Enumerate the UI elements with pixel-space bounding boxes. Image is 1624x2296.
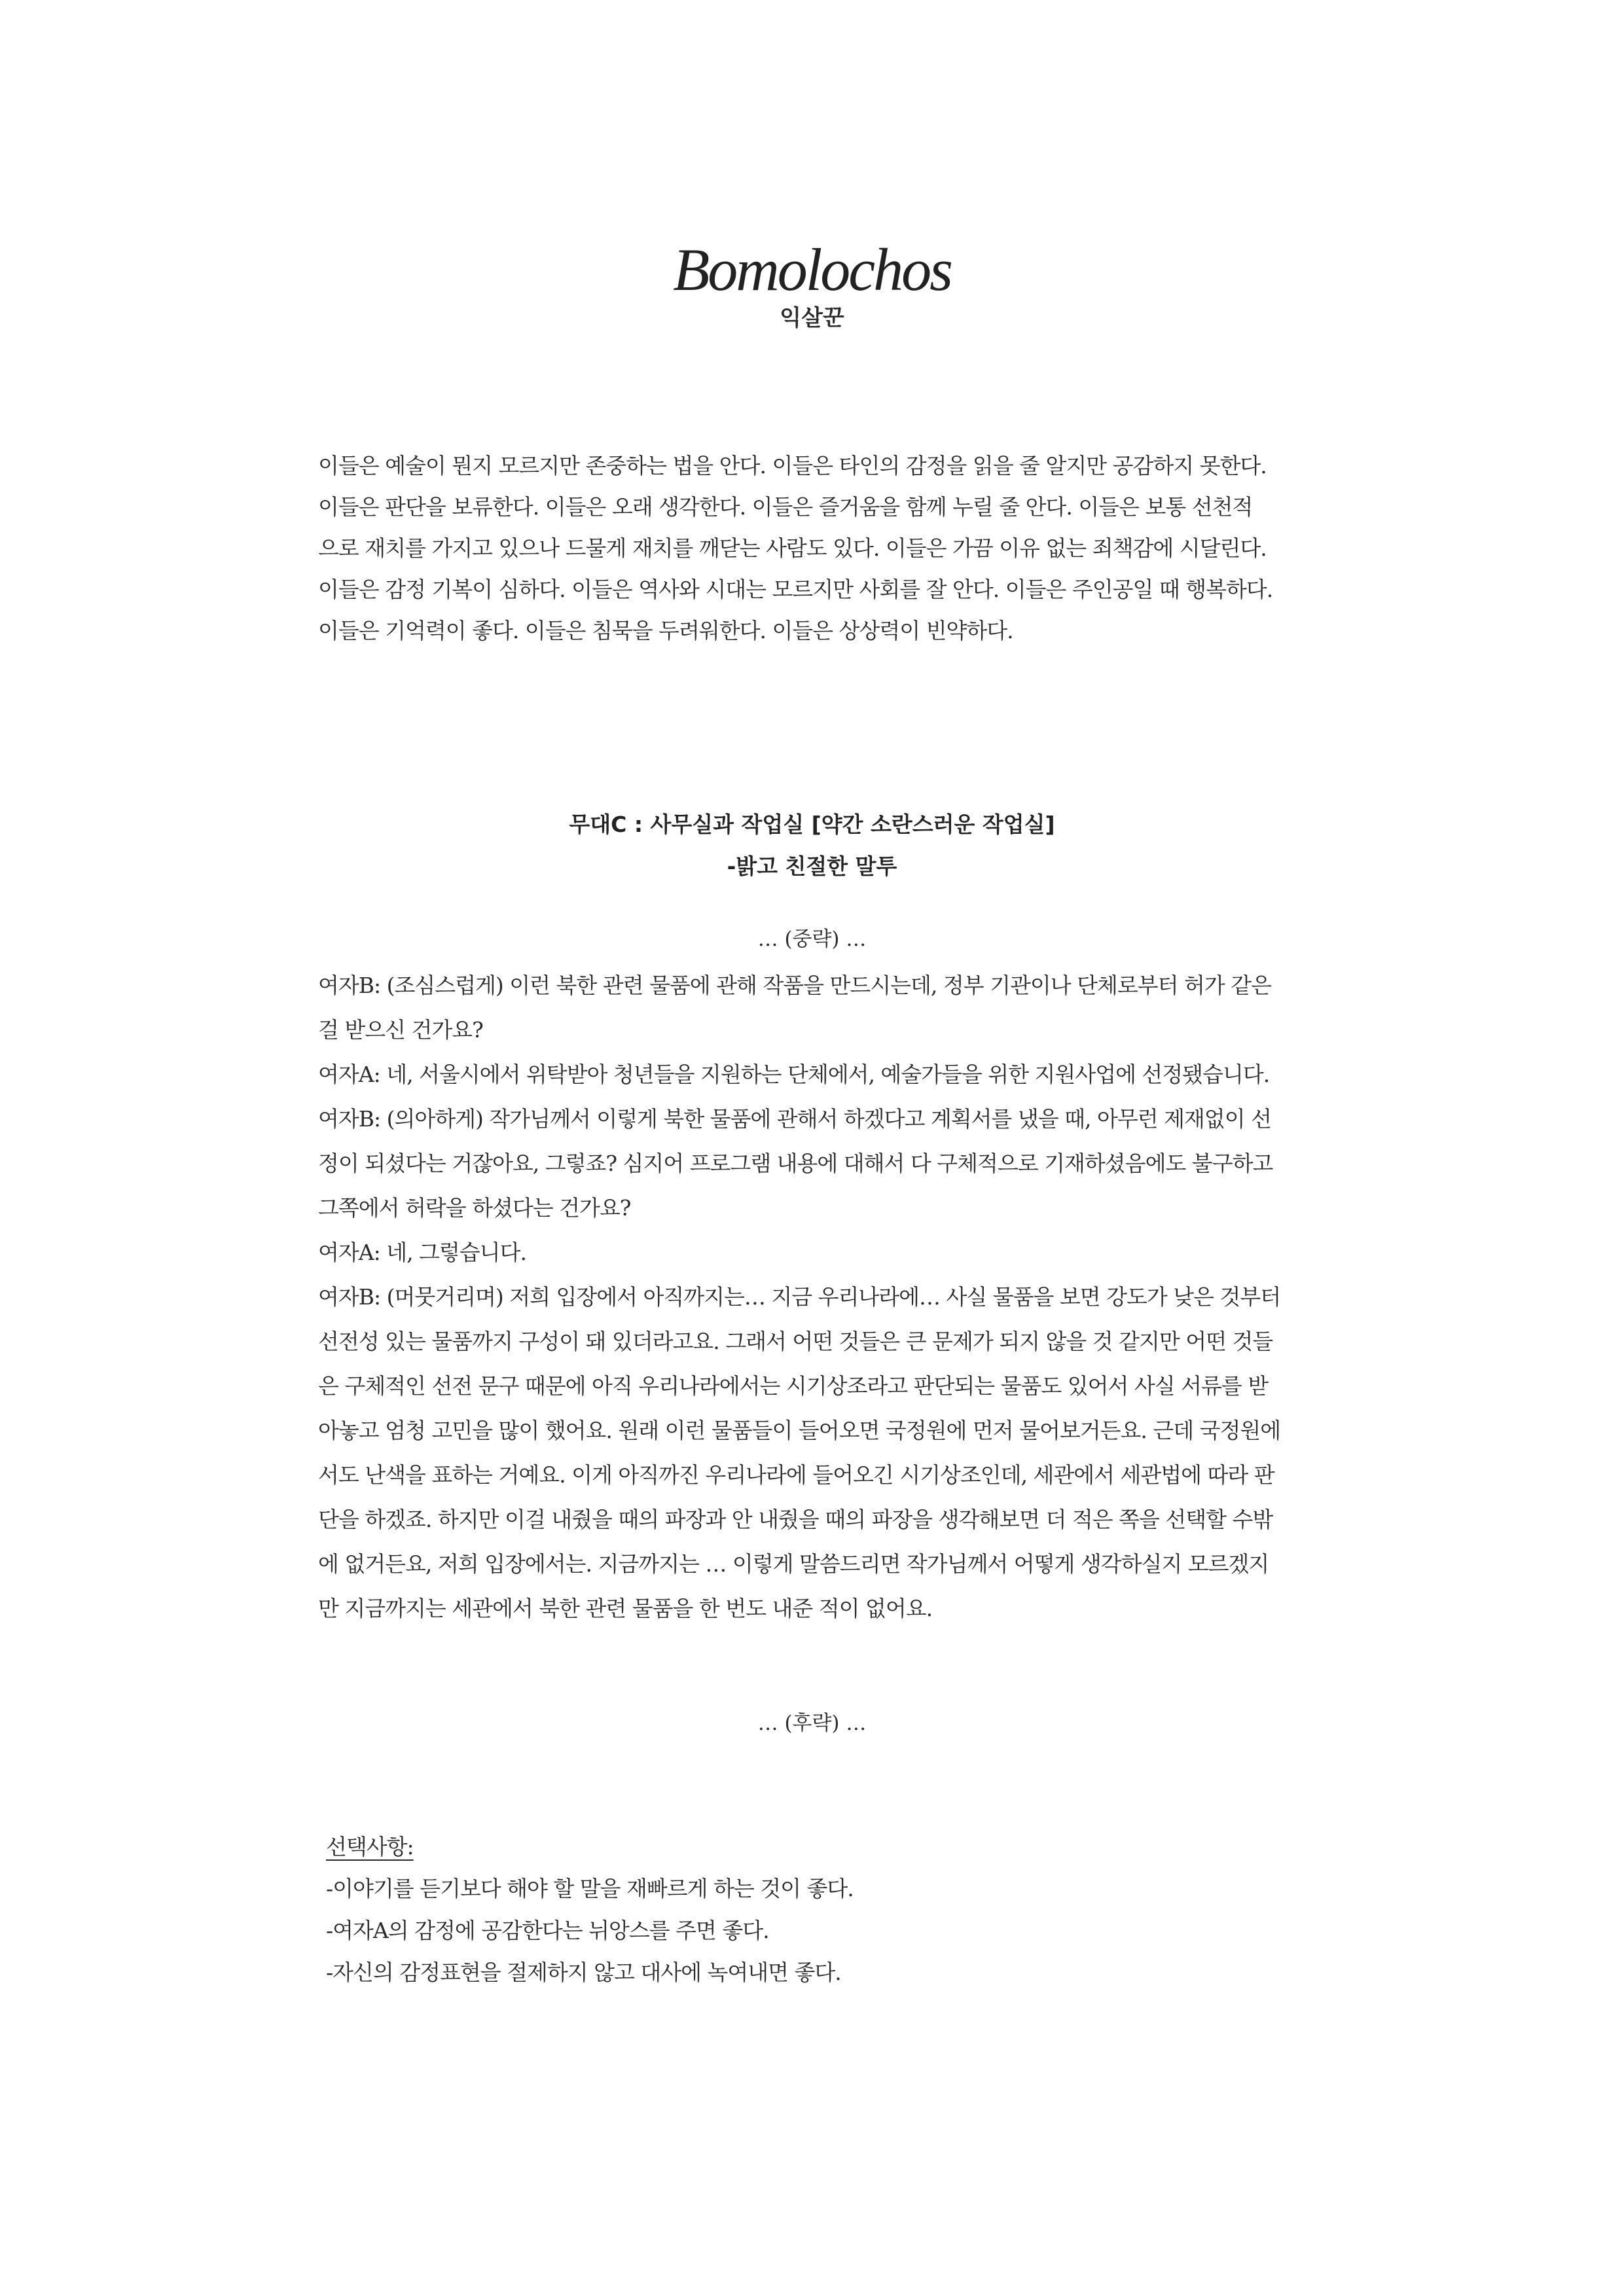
dialogue-line: 단을 하겠죠. 하지만 이걸 내줬을 때의 파장과 안 내줬을 때의 파장을 생각해보면 더 적은 쪽을 선택할 수밖: [318, 1507, 1273, 1532]
dialogue-line: 그쪽에서 허락을 하셨다는 건가요?: [318, 1195, 631, 1221]
dialogue-line: 여자B: (조심스럽게) 이런 북한 관련 물품에 관해 작품을 만드시는데, 정부 기관이나 단체로부터 허가 같은: [318, 973, 1271, 998]
omission-marker-top: … (중략) …: [757, 927, 867, 951]
dialogue-line: 에 없거든요, 저희 입장에서는. 지금까지는 … 이렇게 말씀드리면 작가님께서 어떻게 생각하실지 모르겠지: [318, 1551, 1269, 1577]
dialogue-line: 여자A: 네, 그렇습니다.: [318, 1240, 526, 1265]
intro-line: 이들은 예술이 뭔지 모르지만 존중하는 법을 안다. 이들은 타인의 감정을 읽을 줄 알지만 공감하지 못한다.: [318, 453, 1267, 478]
options-heading: 선택사항:: [326, 1834, 414, 1859]
option-item: -자신의 감정표현을 절제하지 않고 대사에 녹여내면 좋다.: [326, 1960, 841, 1985]
stage-tone: -밝고 친절한 말투: [727, 853, 897, 879]
dialogue-line: 서도 난색을 표하는 거예요. 이게 아직까진 우리나라에 들어오긴 시기상조인데, 세관에서 세관법에 따라 판: [318, 1462, 1274, 1488]
page-subtitle: 익살꾼: [780, 305, 844, 331]
page-title: Bomolochos: [673, 236, 951, 303]
dialogue-line: 여자B: (머뭇거리며) 저희 입장에서 아직까지는… 지금 우리나라에… 사실 물품을 보면 강도가 낮은 것부터: [318, 1284, 1281, 1310]
dialogue-line: 여자A: 네, 서울시에서 위탁받아 청년들을 지원하는 단체에서, 예술가들을 위한 지원사업에 선정됐습니다.: [318, 1062, 1270, 1087]
stage-setting: 무대C : 사무실과 작업실 [약간 소란스러운 작업실]: [569, 812, 1055, 837]
option-item: -여자A의 감정에 공감한다는 뉘앙스를 주면 좋다.: [326, 1918, 769, 1943]
intro-paragraph: [318, 445, 1326, 651]
dialogue-line: 은 구체적인 선전 문구 때문에 아직 우리나라에서는 시기상조라고 판단되는 물품도 있어서 사실 서류를 받: [318, 1373, 1269, 1399]
intro-line: 으로 재치를 가지고 있으나 드물게 재치를 깨닫는 사람도 있다. 이들은 가끔 이유 없는 죄책감에 시달린다.: [318, 535, 1267, 561]
intro-line: 이들은 기억력이 좋다. 이들은 침묵을 두려워한다. 이들은 상상력이 빈약하다.: [318, 618, 1013, 643]
dialogue-line: 여자B: (의아하게) 작가님께서 이렇게 북한 물품에 관해서 하겠다고 계획서를 냈을 때, 아무런 제재없이 선: [318, 1106, 1271, 1132]
omission-marker-bottom: … (후략) …: [757, 1712, 867, 1735]
intro-line: 이들은 판단을 보류한다. 이들은 오래 생각한다. 이들은 즐거움을 함께 누릴 줄 안다. 이들은 보통 선천적: [318, 494, 1253, 520]
dialogue-line: 만 지금까지는 세관에서 북한 관련 물품을 한 번도 내준 적이 없어요.: [318, 1596, 933, 1621]
dialogue-script: [318, 963, 1326, 1631]
dialogue-line: 아놓고 엄청 고민을 많이 했어요. 원래 이런 물품들이 들어오면 국정원에 먼저 물어보거든요. 근데 국정원에: [318, 1418, 1281, 1443]
stage-heading: [0, 804, 1624, 888]
intro-line: 이들은 감정 기복이 심하다. 이들은 역사와 시대는 모르지만 사회를 잘 안다. 이들은 주인공일 때 행복하다.: [318, 577, 1273, 602]
dialogue-line: 정이 되셨다는 거잖아요, 그렇죠? 심지어 프로그램 내용에 대해서 다 구체적으로 기재하셨음에도 불구하고: [318, 1151, 1273, 1176]
dialogue-line: 선전성 있는 물품까지 구성이 돼 있더라고요. 그래서 어떤 것들은 큰 문제가 되지 않을 것 같지만 어떤 것들: [318, 1329, 1273, 1354]
dialogue-line: 걸 받으신 건가요?: [318, 1017, 483, 1043]
options-section: [326, 1826, 1308, 1994]
option-item: -이야기를 듣기보다 해야 할 말을 재빠르게 하는 것이 좋다.: [326, 1876, 854, 1901]
